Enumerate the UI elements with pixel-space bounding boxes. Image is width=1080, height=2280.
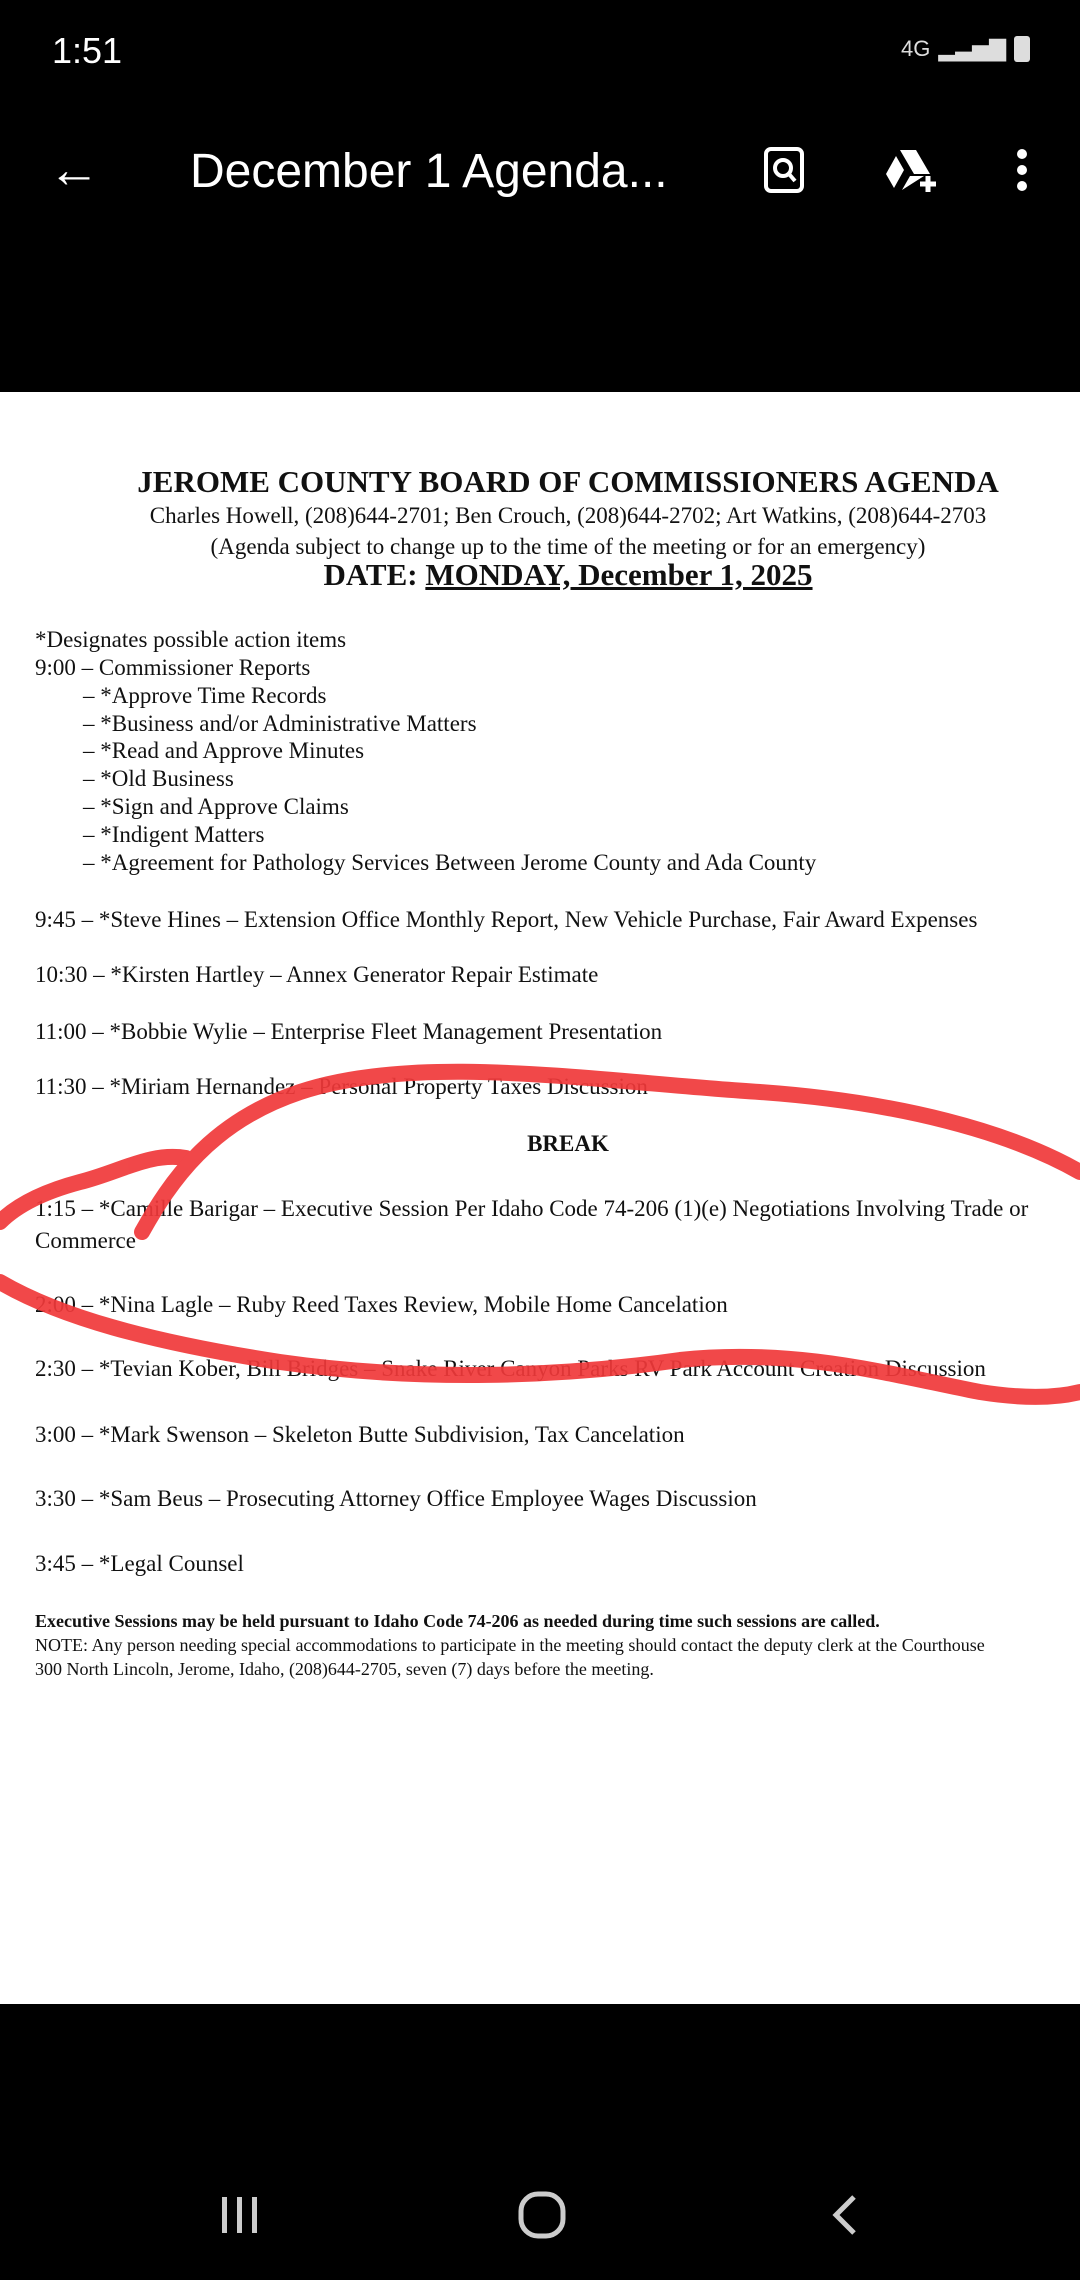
sub-item: – *Business and/or Administrative Matters: [83, 711, 477, 736]
sub-item: – *Old Business: [83, 766, 234, 791]
agenda-heading: JEROME COUNTY BOARD OF COMMISSIONERS AGENDA: [137, 464, 999, 499]
recent-apps-icon[interactable]: [205, 2180, 275, 2250]
agenda-item: 1:15 – *Camille Barigar – Executive Session Per Idaho Code 74-206 (1)(e) Negotiations Involving Trade or: [35, 1196, 1029, 1221]
break-heading: BREAK: [527, 1131, 609, 1156]
more-options-icon[interactable]: [990, 138, 1054, 202]
designates-note: *Designates possible action items: [35, 627, 347, 652]
date-line: [0, 557, 1080, 592]
date-value: MONDAY, December 1, 2025: [425, 557, 813, 592]
agenda-item-continued: Commerce: [35, 1228, 136, 1253]
agenda-item: 3:00 – *Mark Swenson – Skeleton Butte Subdivision, Tax Cancelation: [35, 1422, 685, 1447]
find-in-document-icon[interactable]: [752, 138, 816, 202]
home-icon[interactable]: [507, 2180, 577, 2250]
sub-item: – *Agreement for Pathology Services Between Jerome County and Ada County: [83, 850, 817, 875]
signal-icon: ▂▃▅▇: [938, 36, 1006, 61]
back-arrow-icon[interactable]: ←: [48, 141, 100, 199]
accommodation-note-cont: 300 North Lincoln, Jerome, Idaho, (208)644-2705, seven (7) days before the meeting.: [35, 1659, 654, 1679]
date-label: DATE:: [323, 557, 426, 592]
accommodation-note: NOTE: Any person needing special accommodations to participate in the meeting should contact the deputy clerk at the Courthouse: [35, 1635, 985, 1655]
status-time: 1:51: [52, 30, 123, 71]
executive-session-note: Executive Sessions may be held pursuant to Idaho Code 74-206 as needed during time such sessions are called.: [35, 1611, 880, 1631]
back-nav-icon[interactable]: [810, 2180, 880, 2250]
sub-item: – *Indigent Matters: [83, 822, 265, 847]
agenda-item: 10:30 – *Kirsten Hartley – Annex Generator Repair Estimate: [35, 962, 599, 987]
agenda-item: 11:30 – *Miriam Hernandez – Personal Property Taxes Discussion: [35, 1074, 648, 1099]
status-bar: [0, 0, 1080, 100]
sub-item: – *Sign and Approve Claims: [83, 794, 349, 819]
subject-note: (Agenda subject to change up to the time of the meeting or for an emergency): [210, 534, 926, 559]
add-to-drive-icon[interactable]: [880, 138, 944, 202]
agenda-item: 9:00 – Commissioner Reports: [35, 655, 311, 680]
agenda-item: 2:30 – *Tevian Kober, Bill Bridges – Snake River Canyon Parks RV Park Account Creation Discussion: [35, 1356, 986, 1381]
document-page[interactable]: [0, 392, 1080, 2004]
agenda-item: 9:45 – *Steve Hines – Extension Office Monthly Report, New Vehicle Purchase, Fair Award Expenses: [35, 907, 978, 932]
battery-icon: [1014, 36, 1030, 62]
agenda-item: 11:00 – *Bobbie Wylie – Enterprise Fleet Management Presentation: [35, 1019, 663, 1044]
sub-item: – *Read and Approve Minutes: [83, 738, 365, 763]
system-icons: [901, 36, 1030, 62]
commissioners-line: Charles Howell, (208)644-2701; Ben Crouch, (208)644-2702; Art Watkins, (208)644-2703: [149, 503, 987, 528]
agenda-item: 3:30 – *Sam Beus – Prosecuting Attorney Office Employee Wages Discussion: [35, 1486, 757, 1511]
agenda-item: 3:45 – *Legal Counsel: [35, 1551, 244, 1576]
document-title: December 1 Agenda...: [190, 145, 668, 198]
app-bar: [0, 120, 1080, 220]
agenda-item: 2:00 – *Nina Lagle – Ruby Reed Taxes Review, Mobile Home Cancelation: [35, 1292, 728, 1317]
sub-item: – *Approve Time Records: [83, 683, 327, 708]
network-type-icon: 4G: [900, 36, 931, 61]
